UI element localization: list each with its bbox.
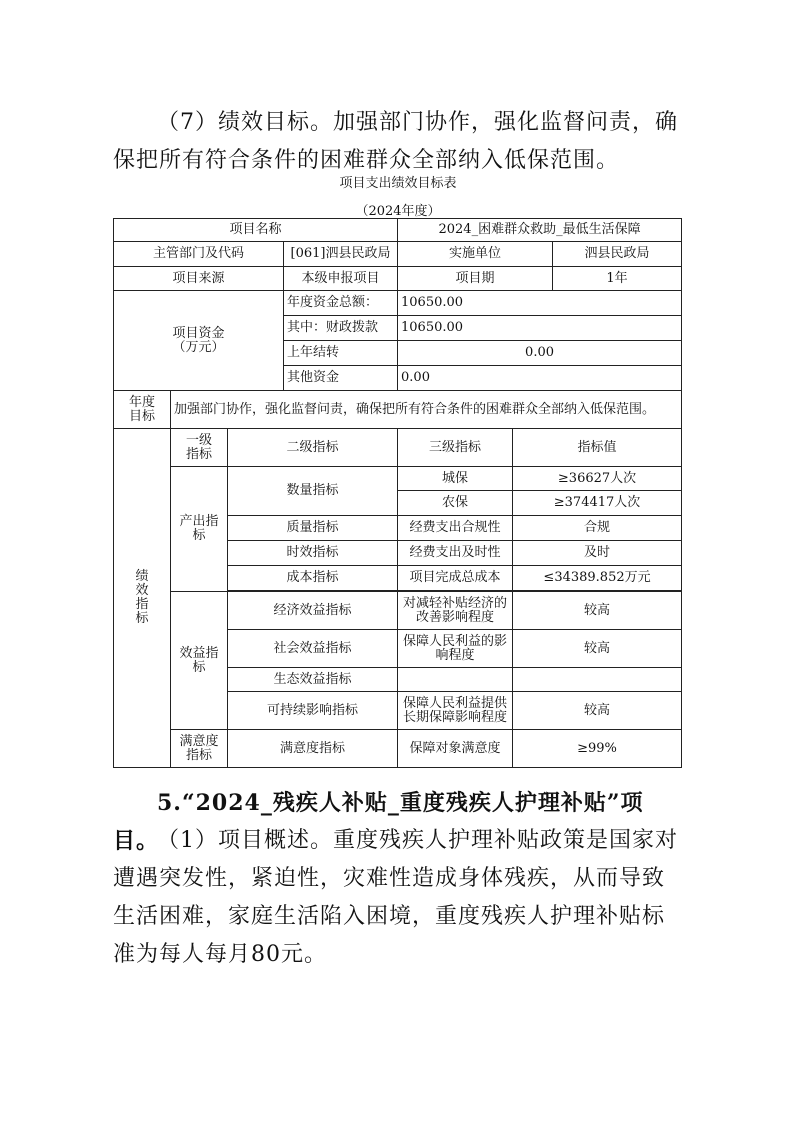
project-name-label: 项目名称 (114, 219, 398, 242)
funds-other-label: 其他资金 (284, 366, 398, 391)
timeliness-indicator-label: 时效指标 (228, 541, 398, 566)
source-value: 本级申报项目 (284, 267, 398, 291)
period-value: 1年 (553, 267, 682, 291)
quantity-urban-name: 城保 (398, 467, 513, 491)
sustainable-impact-label: 可持续影响指标 (228, 692, 398, 730)
social-benefit-name: 保障人民利益的影 响程度 (398, 630, 513, 668)
social-benefit-value: 较高 (513, 630, 682, 668)
quality-indicator-label: 质量指标 (228, 516, 398, 541)
satisfaction-indicator-name: 保障对象满意度 (398, 730, 513, 768)
economic-benefit-value: 较高 (513, 592, 682, 630)
social-benefit-label: 社会效益指标 (228, 630, 398, 668)
annual-goal-value: 加强部门协作，强化监督问责，确保把所有符合条件的困难群众全部纳入低保范围。 (171, 391, 682, 429)
table-title: 项目支出绩效目标表 (339, 176, 457, 191)
funds-other-value: 0.00 (398, 366, 682, 391)
annual-goal-label: 年度 目标 (114, 391, 171, 429)
impl-unit-label: 实施单位 (398, 242, 553, 267)
performance-indicator-label: 绩 效 指 标 (114, 429, 171, 768)
quantity-rural-name: 农保 (398, 491, 513, 516)
economic-benefit-label: 经济效益指标 (228, 592, 398, 630)
funds-label: 项目资金 （万元） (114, 291, 284, 391)
performance-target-table (113, 218, 682, 768)
source-label: 项目来源 (114, 267, 284, 291)
funds-total-label: 年度资金总额： (284, 291, 398, 316)
performance-goal-paragraph: （7）绩效目标。加强部门协作，强化监督问责，确保把所有符合条件的困难群众全部纳入低保范围。 (113, 110, 678, 173)
header-value: 指标值 (513, 429, 682, 467)
funds-fiscal-label: 其中：财政拨款 (284, 316, 398, 341)
header-level1: 一级 指标 (171, 429, 228, 467)
output-indicator-label: 产出指 标 (171, 467, 228, 592)
cost-indicator-value: ≤34389.852万元 (513, 566, 682, 591)
section-heading-5: 5.“2024_残疾人补贴_重度残疾人护理补贴”项目。 (113, 790, 644, 854)
sustainable-impact-value: 较高 (513, 692, 682, 730)
period-label: 项目期 (398, 267, 553, 291)
quality-indicator-name: 经费支出合规性 (398, 516, 513, 541)
satisfaction-indicator-label: 满意度指标 (228, 730, 398, 768)
timeliness-indicator-value: 及时 (513, 541, 682, 566)
ecological-benefit-value (513, 668, 682, 692)
impl-unit-value: 泗县民政局 (553, 242, 682, 267)
project-overview-paragraph: （1）项目概述。重度残疾人护理补贴政策是国家对遭遇突发性，紧迫性，灾难性造成身体残疾，从而导致生活困难，家庭生活陷入困境，重度残疾人护理补贴标准为每人每月80元。 (113, 828, 678, 967)
funds-carry-value: 0.00 (398, 341, 682, 366)
quantity-urban-value: ≥36627人次 (513, 467, 682, 491)
satisfaction-level1-label: 满意度 指标 (171, 730, 228, 768)
benefit-indicator-label: 效益指 标 (171, 592, 228, 730)
table-year: （2024年度） (355, 204, 441, 219)
dept-value: [061]泗县民政局 (284, 242, 398, 267)
quantity-rural-value: ≥374417人次 (513, 491, 682, 516)
timeliness-indicator-name: 经费支出及时性 (398, 541, 513, 566)
economic-benefit-name: 对减轻补贴经济的 改善影响程度 (398, 592, 513, 630)
cost-indicator-name: 项目完成总成本 (398, 566, 513, 591)
header-level3: 三级指标 (398, 429, 513, 467)
satisfaction-indicator-value: ≥99% (513, 730, 682, 768)
sustainable-impact-name: 保障人民利益提供 长期保障影响程度 (398, 692, 513, 730)
quantity-indicator-label: 数量指标 (228, 467, 398, 516)
ecological-benefit-label: 生态效益指标 (228, 668, 398, 692)
cost-indicator-label: 成本指标 (228, 566, 398, 591)
header-level2: 二级指标 (228, 429, 398, 467)
dept-label: 主管部门及代码 (114, 242, 284, 267)
ecological-benefit-name (398, 668, 513, 692)
funds-fiscal-value: 10650.00 (398, 316, 682, 341)
funds-carry-label: 上年结转 (284, 341, 398, 366)
quality-indicator-value: 合规 (513, 516, 682, 541)
funds-total-value: 10650.00 (398, 291, 682, 316)
project-name-value: 2024_困难群众救助_最低生活保障 (398, 219, 682, 242)
